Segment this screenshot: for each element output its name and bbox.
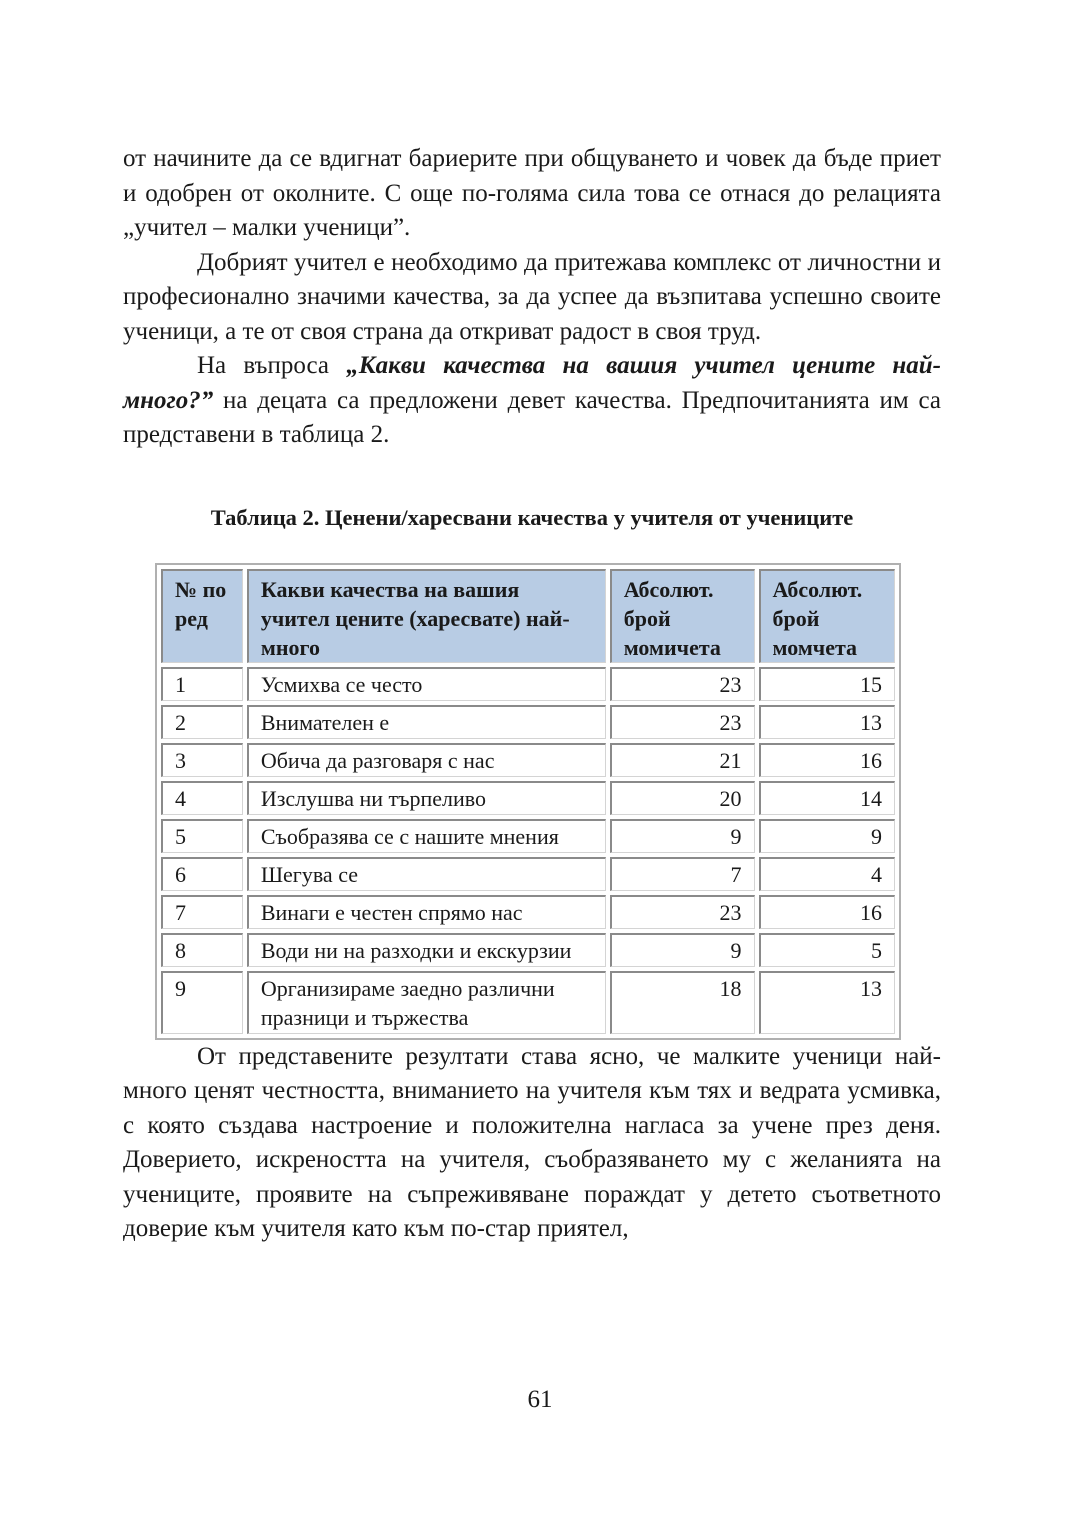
intro-paragraph-3-end: на децата са предложени девет качества. Предпочитанията им са представени в таблица 2.	[123, 386, 941, 448]
row-boys: 9	[759, 819, 895, 853]
row-quality: Води ни на разходки и екскурзии	[247, 933, 606, 967]
row-boys: 4	[759, 857, 895, 891]
intro-paragraph-2: Добрият учител е необходимо да притежава комплекс от личностни и професионално значими качества, за да успее да възпитава успешно своите ученици, а те от своя страна да откриват радост в своя труд.	[123, 248, 941, 345]
table-row	[161, 895, 895, 929]
header-quality: Какви качества на вашия учител цените (харесвате) най-много	[247, 569, 606, 663]
row-boys: 5	[759, 933, 895, 967]
intro-paragraph-3-start: На въпроса	[197, 352, 347, 379]
row-number: 7	[161, 895, 243, 929]
row-boys: 14	[759, 781, 895, 815]
row-quality: Обича да разговаря с нас	[247, 743, 606, 777]
table-row	[161, 971, 895, 1034]
table-row	[161, 781, 895, 815]
row-quality: Шегува се	[247, 857, 606, 891]
row-number: 8	[161, 933, 243, 967]
table-row	[161, 819, 895, 853]
row-girls: 7	[610, 857, 755, 891]
row-number: 1	[161, 667, 243, 701]
row-number: 6	[161, 857, 243, 891]
row-boys: 13	[759, 971, 895, 1034]
header-number: № по ред	[161, 569, 243, 663]
table-header-row	[161, 569, 895, 663]
table-row	[161, 743, 895, 777]
table-row	[161, 705, 895, 739]
row-boys: 15	[759, 667, 895, 701]
header-girls: Абсолют. брой момичета	[610, 569, 755, 663]
row-quality: Винаги е честен спрямо нас	[247, 895, 606, 929]
row-number: 5	[161, 819, 243, 853]
row-quality: Изслушва ни търпеливо	[247, 781, 606, 815]
table-caption: Таблица 2. Ценени/харесвани качества у учителя от учениците	[210, 504, 854, 530]
survey-question: „Какви качества на вашия учител цените най-много?”	[123, 352, 941, 414]
row-girls: 23	[610, 705, 755, 739]
row-number: 4	[161, 781, 243, 815]
table-row	[161, 667, 895, 701]
qualities-table	[155, 563, 901, 1040]
row-number: 9	[161, 971, 243, 1034]
row-girls: 23	[610, 895, 755, 929]
table-row	[161, 857, 895, 891]
table-row	[161, 933, 895, 967]
row-quality: Съобразява се с нашите мнения	[247, 819, 606, 853]
row-quality: Организираме заедно различни празници и тържества	[247, 971, 606, 1034]
row-number: 3	[161, 743, 243, 777]
intro-paragraph-3	[123, 349, 941, 453]
row-boys: 13	[759, 705, 895, 739]
row-girls: 18	[610, 971, 755, 1034]
row-quality: Усмихва се често	[247, 667, 606, 701]
row-quality: Внимателен е	[247, 705, 606, 739]
row-girls: 23	[610, 667, 755, 701]
intro-paragraph-1: от начините да се вдигнат бариерите при общуването и човек да бъде приет и одобрен от околните. С още по-голяма сила това се отнася до релацията „учител – малки ученици”.	[123, 145, 941, 241]
row-girls: 20	[610, 781, 755, 815]
header-boys: Абсолют. брой момчета	[759, 569, 895, 663]
row-girls: 21	[610, 743, 755, 777]
row-number: 2	[161, 705, 243, 739]
page-body	[123, 142, 941, 1247]
row-girls: 9	[610, 933, 755, 967]
conclusion-paragraph: От представените резултати става ясно, че малките ученици най-много ценят честността, вниманието на учителя към тях и ведрата усмивка, с която създава настроение и положителна нагласа за учене през деня. Доверието, искреността на учителя, съобразяването му с желанията на учениците, проявите на съпреживяване пораждат у детето съответното доверие към учителя като към по-стар приятел,	[123, 1042, 941, 1242]
row-boys: 16	[759, 895, 895, 929]
page-number: 61	[527, 1386, 553, 1413]
row-boys: 16	[759, 743, 895, 777]
row-girls: 9	[610, 819, 755, 853]
